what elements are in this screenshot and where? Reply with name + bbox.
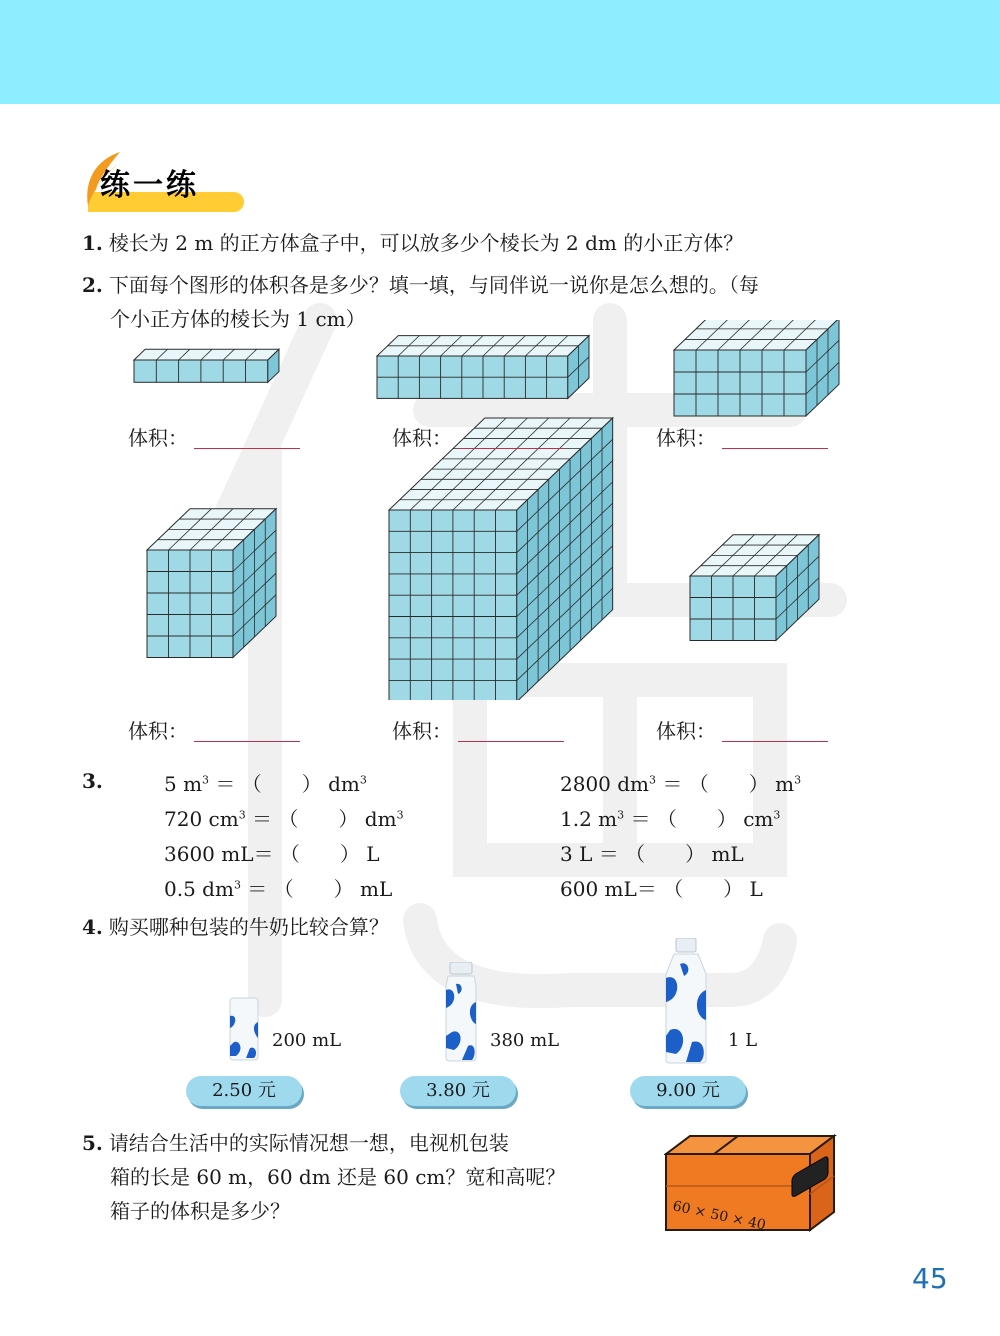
conversion-right-1: 2800 $dm^3$ ＝ （ ） $m^3$ bbox=[560, 772, 802, 796]
cube-figure-4x3x4 bbox=[690, 535, 819, 641]
volume-label: 体积： bbox=[128, 426, 188, 450]
question-5-line3: 箱子的体积是多少？ bbox=[110, 1199, 290, 1223]
price-tag: 9.00 元 bbox=[630, 1076, 746, 1106]
volume-label: 体积： bbox=[656, 426, 716, 450]
question-number: 2. bbox=[82, 273, 103, 297]
conversion-right-3: 3 L ＝ （ ） mL bbox=[560, 842, 744, 866]
question-5 bbox=[82, 1126, 509, 1160]
conversion-right-2: 1.2 $m^3$ ＝ （ ） $cm^3$ bbox=[560, 807, 781, 831]
conversion-left-2: 720 $cm^3$ ＝ （ ） $dm^3$ bbox=[164, 807, 404, 831]
cube-figure-9x2x2 bbox=[377, 336, 589, 399]
volume-label: 体积： bbox=[392, 426, 452, 450]
conversion-left-1: 5 $m^3$ ＝ （ ） $dm^3$ bbox=[164, 772, 367, 796]
question-number: 3. bbox=[82, 769, 103, 793]
question-1 bbox=[82, 226, 743, 260]
volume-answer-3 bbox=[656, 422, 828, 451]
answer-blank[interactable] bbox=[194, 448, 300, 449]
page-number: 45 bbox=[912, 1262, 948, 1295]
question-4 bbox=[82, 910, 389, 944]
price-tag: 3.80 元 bbox=[400, 1076, 516, 1106]
volume-answer-4 bbox=[128, 715, 300, 744]
question-text-line1: 请结合生活中的实际情况想一想，电视机包装 bbox=[108, 1131, 509, 1155]
section-title: 练一练 bbox=[100, 168, 199, 203]
price-tag: 2.50 元 bbox=[186, 1076, 302, 1106]
header-band bbox=[0, 0, 1000, 104]
box-dimensions: 60 × 50 × 40 bbox=[671, 1198, 768, 1234]
question-5-line2: 箱的长是 60 m，60 dm 还是 60 cm？宽和高呢？ bbox=[110, 1165, 566, 1189]
volume-label: 体积： bbox=[656, 719, 716, 743]
question-3-number bbox=[82, 764, 109, 798]
question-2 bbox=[82, 268, 759, 302]
milk-bottle-large-icon bbox=[662, 938, 710, 1064]
answer-blank[interactable] bbox=[458, 741, 564, 742]
volume-answer-6 bbox=[656, 715, 828, 744]
question-number: 1. bbox=[82, 231, 103, 255]
volume-label: 体积： bbox=[392, 719, 452, 743]
cube-figure-6x3x3 bbox=[674, 320, 839, 416]
milk-bottle-small-icon bbox=[226, 996, 262, 1062]
milk-volume-label: 380 mL bbox=[490, 1030, 560, 1051]
cube-figures bbox=[0, 320, 1000, 700]
volume-answer-5 bbox=[392, 715, 564, 744]
conversion-left-4: 0.5 $dm^3$ ＝ （ ） mL bbox=[164, 877, 393, 901]
conversion-right-4: 600 mL＝ （ ） L bbox=[560, 877, 763, 901]
milk-volume-label: 200 mL bbox=[272, 1030, 342, 1051]
question-text-line1: 下面每个图形的体积各是多少？填一填，与同伴说一说你是怎么想的。（每 bbox=[108, 273, 759, 297]
section-heading bbox=[78, 150, 248, 220]
answer-blank[interactable] bbox=[458, 448, 564, 449]
cube-figure-6x9x9 bbox=[389, 418, 613, 700]
answer-blank[interactable] bbox=[722, 448, 828, 449]
question-2-line2: 个小正方体的棱长为 1 cm） bbox=[110, 307, 366, 331]
milk-bottle-medium-icon bbox=[442, 962, 480, 1062]
conversion-left-3: 3600 mL＝ （ ） L bbox=[164, 842, 380, 866]
cube-figure-6x1x1 bbox=[134, 349, 279, 382]
cube-figure-4x5x4 bbox=[147, 509, 276, 658]
volume-answer-2 bbox=[392, 422, 564, 451]
tv-box-illustration bbox=[664, 1132, 840, 1234]
volume-answer-1 bbox=[128, 422, 300, 451]
volume-label: 体积： bbox=[128, 719, 188, 743]
question-text: 棱长为 2 m 的正方体盒子中，可以放多少个棱长为 2 dm 的小正方体？ bbox=[108, 231, 744, 255]
milk-volume-label: 1 L bbox=[728, 1030, 758, 1051]
question-text: 购买哪种包装的牛奶比较合算？ bbox=[108, 915, 389, 939]
answer-blank[interactable] bbox=[194, 741, 300, 742]
answer-blank[interactable] bbox=[722, 741, 828, 742]
question-number: 5. bbox=[82, 1131, 103, 1155]
question-number: 4. bbox=[82, 915, 103, 939]
